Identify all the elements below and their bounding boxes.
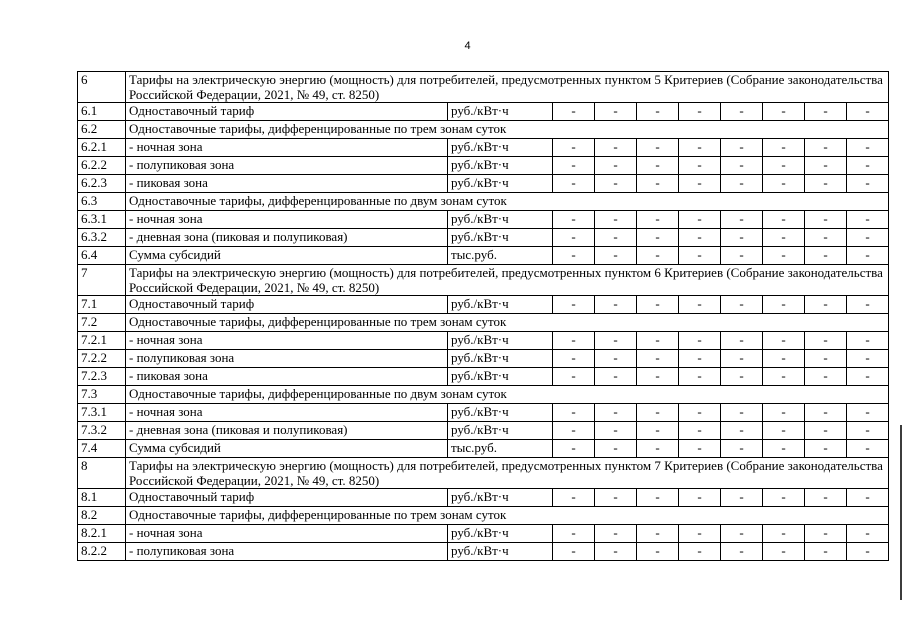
value-cell: - (595, 368, 637, 386)
section-title-cell: Тарифы на электрическую энергию (мощность) для потребителей, предусмотренных пунктом 7 Критериев (Собрание законодательства Российской Федерации, 2021, № 49, ст. 8250) (126, 458, 889, 489)
unit-cell: руб./кВт·ч (448, 368, 553, 386)
row-label-cell: - ночная зона (126, 211, 448, 229)
value-cell: - (763, 350, 805, 368)
table-row (78, 350, 889, 368)
value-cell: - (553, 332, 595, 350)
value-cell: - (721, 211, 763, 229)
value-cell: - (805, 332, 847, 350)
value-cell: - (847, 211, 889, 229)
table-row (78, 139, 889, 157)
table-row (78, 175, 889, 193)
value-cell: - (595, 175, 637, 193)
value-cell: - (553, 350, 595, 368)
row-number-cell: 6.3 (78, 193, 126, 211)
unit-cell: руб./кВт·ч (448, 404, 553, 422)
row-number-cell: 6.2 (78, 121, 126, 139)
row-number-cell: 7.2 (78, 314, 126, 332)
section-title-cell: Одноставочные тарифы, дифференцированные по двум зонам суток (126, 386, 889, 404)
value-cell: - (763, 440, 805, 458)
section-title-cell: Одноставочные тарифы, дифференцированные по трем зонам суток (126, 314, 889, 332)
unit-cell: руб./кВт·ч (448, 543, 553, 561)
scan-edge-mark (900, 425, 902, 600)
value-cell: - (721, 247, 763, 265)
unit-cell: руб./кВт·ч (448, 489, 553, 507)
unit-cell: руб./кВт·ч (448, 296, 553, 314)
value-cell: - (679, 422, 721, 440)
row-label-cell: - пиковая зона (126, 175, 448, 193)
value-cell: - (553, 247, 595, 265)
value-cell: - (721, 368, 763, 386)
value-cell: - (595, 404, 637, 422)
table-row (78, 247, 889, 265)
table-section-row (78, 265, 889, 296)
value-cell: - (679, 229, 721, 247)
value-cell: - (721, 296, 763, 314)
value-cell: - (763, 103, 805, 121)
row-number-cell: 7.2.2 (78, 350, 126, 368)
value-cell: - (595, 211, 637, 229)
row-number-cell: 6.3.2 (78, 229, 126, 247)
value-cell: - (679, 211, 721, 229)
table-body (78, 72, 889, 561)
row-label-cell: - дневная зона (пиковая и полупиковая) (126, 229, 448, 247)
table-row (78, 422, 889, 440)
row-label-cell: Одноставочный тариф (126, 296, 448, 314)
row-number-cell: 8.2.2 (78, 543, 126, 561)
unit-cell: руб./кВт·ч (448, 525, 553, 543)
value-cell: - (805, 175, 847, 193)
table-section-row (78, 386, 889, 404)
value-cell: - (763, 296, 805, 314)
value-cell: - (595, 296, 637, 314)
value-cell: - (847, 440, 889, 458)
row-label-cell: - полупиковая зона (126, 350, 448, 368)
row-number-cell: 6.1 (78, 103, 126, 121)
table-row (78, 296, 889, 314)
row-label-cell: Одноставочный тариф (126, 489, 448, 507)
value-cell: - (847, 175, 889, 193)
value-cell: - (847, 543, 889, 561)
value-cell: - (637, 543, 679, 561)
value-cell: - (805, 440, 847, 458)
unit-cell: руб./кВт·ч (448, 422, 553, 440)
value-cell: - (847, 296, 889, 314)
value-cell: - (763, 139, 805, 157)
table-row (78, 525, 889, 543)
row-number-cell: 6.4 (78, 247, 126, 265)
table-row (78, 157, 889, 175)
table-section-row (78, 314, 889, 332)
table-row (78, 229, 889, 247)
value-cell: - (763, 525, 805, 543)
value-cell: - (637, 350, 679, 368)
table-row (78, 404, 889, 422)
row-number-cell: 8.2 (78, 507, 126, 525)
row-number-cell: 7.1 (78, 296, 126, 314)
page-number: 4 (464, 40, 471, 52)
value-cell: - (721, 440, 763, 458)
value-cell: - (679, 350, 721, 368)
row-number-cell: 6.3.1 (78, 211, 126, 229)
value-cell: - (553, 440, 595, 458)
row-number-cell: 6.2.2 (78, 157, 126, 175)
row-label-cell: - ночная зона (126, 525, 448, 543)
value-cell: - (679, 543, 721, 561)
value-cell: - (721, 139, 763, 157)
value-cell: - (595, 489, 637, 507)
value-cell: - (847, 247, 889, 265)
value-cell: - (847, 404, 889, 422)
value-cell: - (721, 543, 763, 561)
value-cell: - (679, 525, 721, 543)
section-title-cell: Одноставочные тарифы, дифференцированные по трем зонам суток (126, 121, 889, 139)
value-cell: - (847, 489, 889, 507)
row-number-cell: 7.2.3 (78, 368, 126, 386)
value-cell: - (679, 296, 721, 314)
row-label-cell: - полупиковая зона (126, 543, 448, 561)
row-number-cell: 6 (78, 72, 126, 103)
value-cell: - (763, 229, 805, 247)
value-cell: - (595, 350, 637, 368)
row-label-cell: - ночная зона (126, 332, 448, 350)
row-number-cell: 6.2.3 (78, 175, 126, 193)
unit-cell: руб./кВт·ч (448, 211, 553, 229)
table-row (78, 543, 889, 561)
value-cell: - (595, 440, 637, 458)
value-cell: - (679, 175, 721, 193)
value-cell: - (553, 422, 595, 440)
value-cell: - (763, 422, 805, 440)
value-cell: - (595, 157, 637, 175)
value-cell: - (679, 404, 721, 422)
value-cell: - (805, 247, 847, 265)
value-cell: - (637, 139, 679, 157)
value-cell: - (805, 211, 847, 229)
value-cell: - (679, 139, 721, 157)
value-cell: - (553, 139, 595, 157)
value-cell: - (805, 350, 847, 368)
value-cell: - (637, 368, 679, 386)
value-cell: - (805, 422, 847, 440)
value-cell: - (763, 175, 805, 193)
table-row (78, 489, 889, 507)
value-cell: - (637, 404, 679, 422)
value-cell: - (595, 247, 637, 265)
value-cell: - (553, 103, 595, 121)
value-cell: - (847, 229, 889, 247)
value-cell: - (637, 422, 679, 440)
table-section-row (78, 72, 889, 103)
value-cell: - (679, 157, 721, 175)
value-cell: - (595, 229, 637, 247)
value-cell: - (679, 368, 721, 386)
value-cell: - (805, 229, 847, 247)
value-cell: - (763, 543, 805, 561)
value-cell: - (679, 489, 721, 507)
value-cell: - (763, 247, 805, 265)
value-cell: - (637, 525, 679, 543)
unit-cell: руб./кВт·ч (448, 332, 553, 350)
value-cell: - (637, 332, 679, 350)
value-cell: - (847, 157, 889, 175)
value-cell: - (805, 103, 847, 121)
value-cell: - (679, 103, 721, 121)
value-cell: - (553, 175, 595, 193)
value-cell: - (721, 404, 763, 422)
value-cell: - (553, 489, 595, 507)
unit-cell: тыс.руб. (448, 440, 553, 458)
value-cell: - (637, 175, 679, 193)
row-label-cell: - ночная зона (126, 139, 448, 157)
value-cell: - (721, 489, 763, 507)
table-section-row (78, 507, 889, 525)
value-cell: - (595, 103, 637, 121)
table-row (78, 211, 889, 229)
table-section-row (78, 193, 889, 211)
section-title-cell: Тарифы на электрическую энергию (мощность) для потребителей, предусмотренных пунктом 5 Критериев (Собрание законодательства Российской Федерации, 2021, № 49, ст. 8250) (126, 72, 889, 103)
row-number-cell: 7.2.1 (78, 332, 126, 350)
value-cell: - (763, 157, 805, 175)
section-title-cell: Одноставочные тарифы, дифференцированные по двум зонам суток (126, 193, 889, 211)
value-cell: - (595, 525, 637, 543)
value-cell: - (721, 229, 763, 247)
value-cell: - (763, 211, 805, 229)
value-cell: - (553, 404, 595, 422)
value-cell: - (805, 296, 847, 314)
row-number-cell: 8.2.1 (78, 525, 126, 543)
value-cell: - (637, 211, 679, 229)
value-cell: - (847, 368, 889, 386)
row-number-cell: 7.3 (78, 386, 126, 404)
value-cell: - (763, 404, 805, 422)
value-cell: - (805, 157, 847, 175)
value-cell: - (553, 296, 595, 314)
unit-cell: руб./кВт·ч (448, 350, 553, 368)
value-cell: - (721, 525, 763, 543)
tariff-table (77, 71, 889, 561)
section-title-cell: Одноставочные тарифы, дифференцированные по трем зонам суток (126, 507, 889, 525)
value-cell: - (763, 489, 805, 507)
table-row (78, 103, 889, 121)
value-cell: - (679, 332, 721, 350)
value-cell: - (679, 440, 721, 458)
value-cell: - (721, 175, 763, 193)
row-label-cell: Сумма субсидий (126, 247, 448, 265)
row-number-cell: 7.4 (78, 440, 126, 458)
row-number-cell: 8.1 (78, 489, 126, 507)
row-number-cell: 7 (78, 265, 126, 296)
table-row (78, 332, 889, 350)
value-cell: - (721, 350, 763, 368)
table-section-row (78, 121, 889, 139)
value-cell: - (637, 440, 679, 458)
value-cell: - (847, 422, 889, 440)
value-cell: - (637, 229, 679, 247)
value-cell: - (637, 103, 679, 121)
value-cell: - (721, 332, 763, 350)
value-cell: - (553, 543, 595, 561)
value-cell: - (805, 368, 847, 386)
unit-cell: руб./кВт·ч (448, 157, 553, 175)
row-number-cell: 7.3.2 (78, 422, 126, 440)
value-cell: - (553, 211, 595, 229)
value-cell: - (637, 247, 679, 265)
unit-cell: руб./кВт·ч (448, 175, 553, 193)
row-label-cell: - полупиковая зона (126, 157, 448, 175)
value-cell: - (805, 525, 847, 543)
table-row (78, 368, 889, 386)
value-cell: - (637, 489, 679, 507)
value-cell: - (847, 350, 889, 368)
value-cell: - (805, 404, 847, 422)
value-cell: - (847, 332, 889, 350)
row-label-cell: - дневная зона (пиковая и полупиковая) (126, 422, 448, 440)
value-cell: - (553, 229, 595, 247)
unit-cell: руб./кВт·ч (448, 103, 553, 121)
value-cell: - (721, 422, 763, 440)
value-cell: - (637, 157, 679, 175)
value-cell: - (847, 525, 889, 543)
row-number-cell: 6.2.1 (78, 139, 126, 157)
value-cell: - (595, 332, 637, 350)
value-cell: - (763, 368, 805, 386)
value-cell: - (595, 422, 637, 440)
value-cell: - (595, 543, 637, 561)
value-cell: - (847, 139, 889, 157)
value-cell: - (805, 543, 847, 561)
section-title-cell: Тарифы на электрическую энергию (мощность) для потребителей, предусмотренных пунктом 6 Критериев (Собрание законодательства Российской Федерации, 2021, № 49, ст. 8250) (126, 265, 889, 296)
value-cell: - (553, 525, 595, 543)
value-cell: - (679, 247, 721, 265)
unit-cell: руб./кВт·ч (448, 229, 553, 247)
value-cell: - (721, 157, 763, 175)
value-cell: - (553, 368, 595, 386)
value-cell: - (847, 103, 889, 121)
value-cell: - (805, 489, 847, 507)
value-cell: - (805, 139, 847, 157)
table-row (78, 440, 889, 458)
row-label-cell: Одноставочный тариф (126, 103, 448, 121)
row-label-cell: - пиковая зона (126, 368, 448, 386)
value-cell: - (763, 332, 805, 350)
value-cell: - (721, 103, 763, 121)
row-label-cell: - ночная зона (126, 404, 448, 422)
row-number-cell: 7.3.1 (78, 404, 126, 422)
value-cell: - (595, 139, 637, 157)
unit-cell: тыс.руб. (448, 247, 553, 265)
row-number-cell: 8 (78, 458, 126, 489)
table-section-row (78, 458, 889, 489)
value-cell: - (553, 157, 595, 175)
row-label-cell: Сумма субсидий (126, 440, 448, 458)
value-cell: - (637, 296, 679, 314)
unit-cell: руб./кВт·ч (448, 139, 553, 157)
